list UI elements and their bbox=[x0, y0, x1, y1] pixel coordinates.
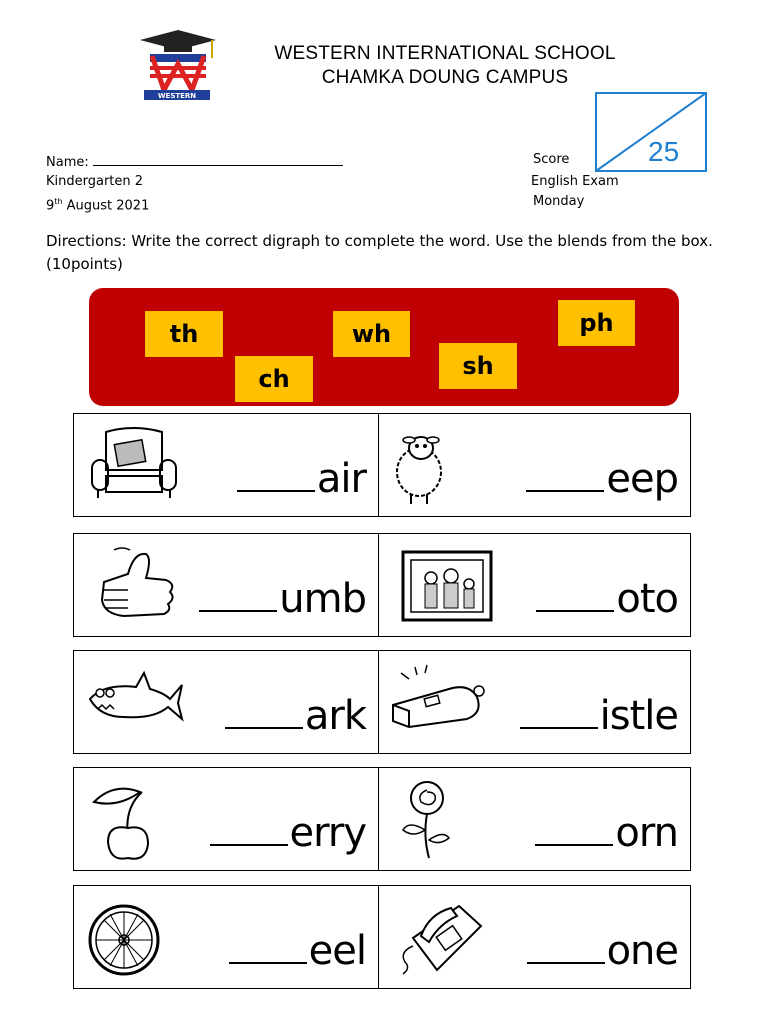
word-eep bbox=[526, 456, 678, 502]
thumb-icon bbox=[84, 544, 184, 626]
word-ending: erry bbox=[289, 810, 366, 856]
exercise-cell-chair bbox=[74, 414, 378, 516]
answer-blank[interactable] bbox=[526, 460, 604, 492]
exercise-cell-photo bbox=[378, 534, 690, 636]
word-erry bbox=[210, 810, 366, 856]
answer-blank[interactable] bbox=[225, 697, 303, 729]
word-ending: oto bbox=[616, 576, 678, 622]
word-orn bbox=[535, 810, 678, 856]
answer-blank[interactable] bbox=[536, 580, 614, 612]
directions: Directions: Write the correct digraph to complete the word. Use the blends from the box. (10points) bbox=[46, 232, 713, 273]
date-suffix: th bbox=[54, 197, 63, 206]
school-logo bbox=[132, 28, 222, 102]
name-blank[interactable] bbox=[93, 153, 343, 166]
answer-blank[interactable] bbox=[210, 814, 288, 846]
word-ending: istle bbox=[599, 693, 678, 739]
word-air bbox=[237, 456, 366, 502]
exam-name: English Exam bbox=[531, 174, 619, 189]
word-ending: umb bbox=[279, 576, 366, 622]
exercise-row bbox=[73, 767, 691, 871]
word-ending: ark bbox=[304, 693, 366, 739]
exercise-cell-whistle bbox=[378, 651, 690, 753]
answer-blank[interactable] bbox=[229, 932, 307, 964]
digraph-tile-wh: wh bbox=[333, 311, 410, 357]
thorn-rose-icon bbox=[393, 778, 493, 860]
exercise-cell-phone bbox=[378, 886, 690, 988]
digraph-tile-sh: sh bbox=[439, 343, 517, 389]
phone-icon bbox=[389, 896, 489, 978]
digraph-tile-ph: ph bbox=[558, 300, 635, 346]
shark-icon bbox=[84, 661, 184, 743]
sheep-icon bbox=[387, 424, 487, 506]
exercise-row bbox=[73, 885, 691, 989]
answer-blank[interactable] bbox=[535, 814, 613, 846]
exercise-row bbox=[73, 413, 691, 517]
word-istle bbox=[520, 693, 678, 739]
word-ending: orn bbox=[615, 810, 678, 856]
exercise-cell-wheel bbox=[74, 886, 378, 988]
exercise-cell-sheep bbox=[378, 414, 690, 516]
campus-name: CHAMKA DOUNG CAMPUS bbox=[321, 67, 569, 88]
photo-icon bbox=[399, 544, 499, 626]
word-oto bbox=[536, 576, 678, 622]
word-ending: eep bbox=[606, 456, 678, 502]
word-ark bbox=[225, 693, 366, 739]
name-field[interactable] bbox=[46, 153, 343, 171]
exercise-cell-thorn bbox=[378, 768, 690, 870]
exercise-cell-thumb bbox=[74, 534, 378, 636]
answer-blank[interactable] bbox=[199, 580, 277, 612]
digraph-tile-ch: ch bbox=[235, 356, 313, 402]
word-ending: one bbox=[606, 928, 678, 974]
weekday: Monday bbox=[533, 194, 585, 209]
whistle-icon bbox=[389, 661, 489, 743]
digraph-tile-th: th bbox=[145, 311, 223, 357]
answer-blank[interactable] bbox=[520, 697, 598, 729]
answer-blank[interactable] bbox=[527, 932, 605, 964]
cherry-icon bbox=[84, 778, 184, 860]
score-total: 25 bbox=[648, 136, 680, 167]
exercise-row bbox=[73, 650, 691, 754]
svg-text:WESTERN: WESTERN bbox=[157, 92, 197, 100]
date bbox=[46, 194, 149, 214]
digraph-box bbox=[89, 288, 679, 406]
exercise-cell-cherry bbox=[74, 768, 378, 870]
date-day: 9 bbox=[46, 198, 55, 214]
word-one bbox=[527, 928, 678, 974]
word-eel bbox=[229, 928, 366, 974]
word-ending: air bbox=[316, 456, 366, 502]
wheel-icon bbox=[84, 896, 184, 978]
exercise-cell-shark bbox=[74, 651, 378, 753]
school-title bbox=[230, 42, 660, 90]
name-label: Name: bbox=[46, 155, 89, 170]
date-rest: August 2021 bbox=[62, 198, 150, 214]
score-label: Score bbox=[533, 152, 570, 167]
grade: Kindergarten 2 bbox=[46, 174, 144, 189]
word-umb bbox=[199, 576, 366, 622]
school-name: WESTERN INTERNATIONAL SCHOOL bbox=[274, 43, 616, 64]
chair-icon bbox=[84, 424, 184, 506]
word-ending: eel bbox=[308, 928, 366, 974]
answer-blank[interactable] bbox=[237, 460, 315, 492]
exercise-row bbox=[73, 533, 691, 637]
